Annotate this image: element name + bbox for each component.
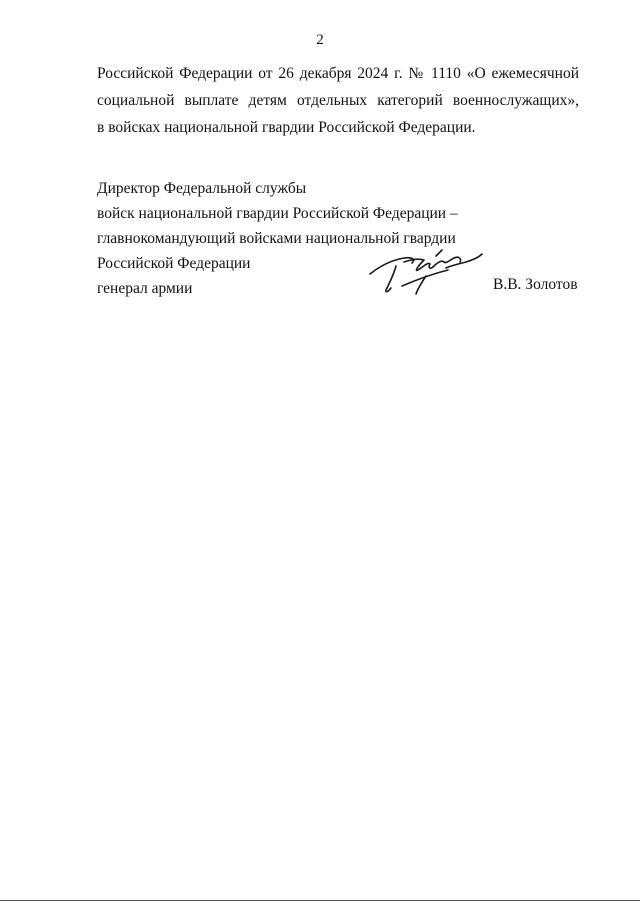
position-line: генерал армии [97, 280, 193, 297]
body-line: социальной выплате детям отдельных категорий военнослужащих», [97, 92, 579, 109]
body-line: Российской Федерации от 26 декабря 2024 г. № 1110 «О ежемесячной [97, 65, 579, 82]
position-line: главнокомандующий войсками национальной гвардии [97, 230, 456, 247]
page-bottom-edge [0, 900, 640, 901]
position-line: Директор Федеральной службы [97, 180, 307, 197]
handwritten-signature [366, 246, 486, 298]
position-line: Российской Федерации [97, 255, 251, 272]
page-number: 2 [316, 32, 324, 48]
body-paragraph [97, 60, 579, 141]
position-line: войск национальной гвардии Российской Федерации – [97, 205, 458, 222]
body-line: в войсках национальной гвардии Российской Федерации. [97, 119, 476, 136]
signer-name: В.В. Золотов [493, 276, 578, 293]
